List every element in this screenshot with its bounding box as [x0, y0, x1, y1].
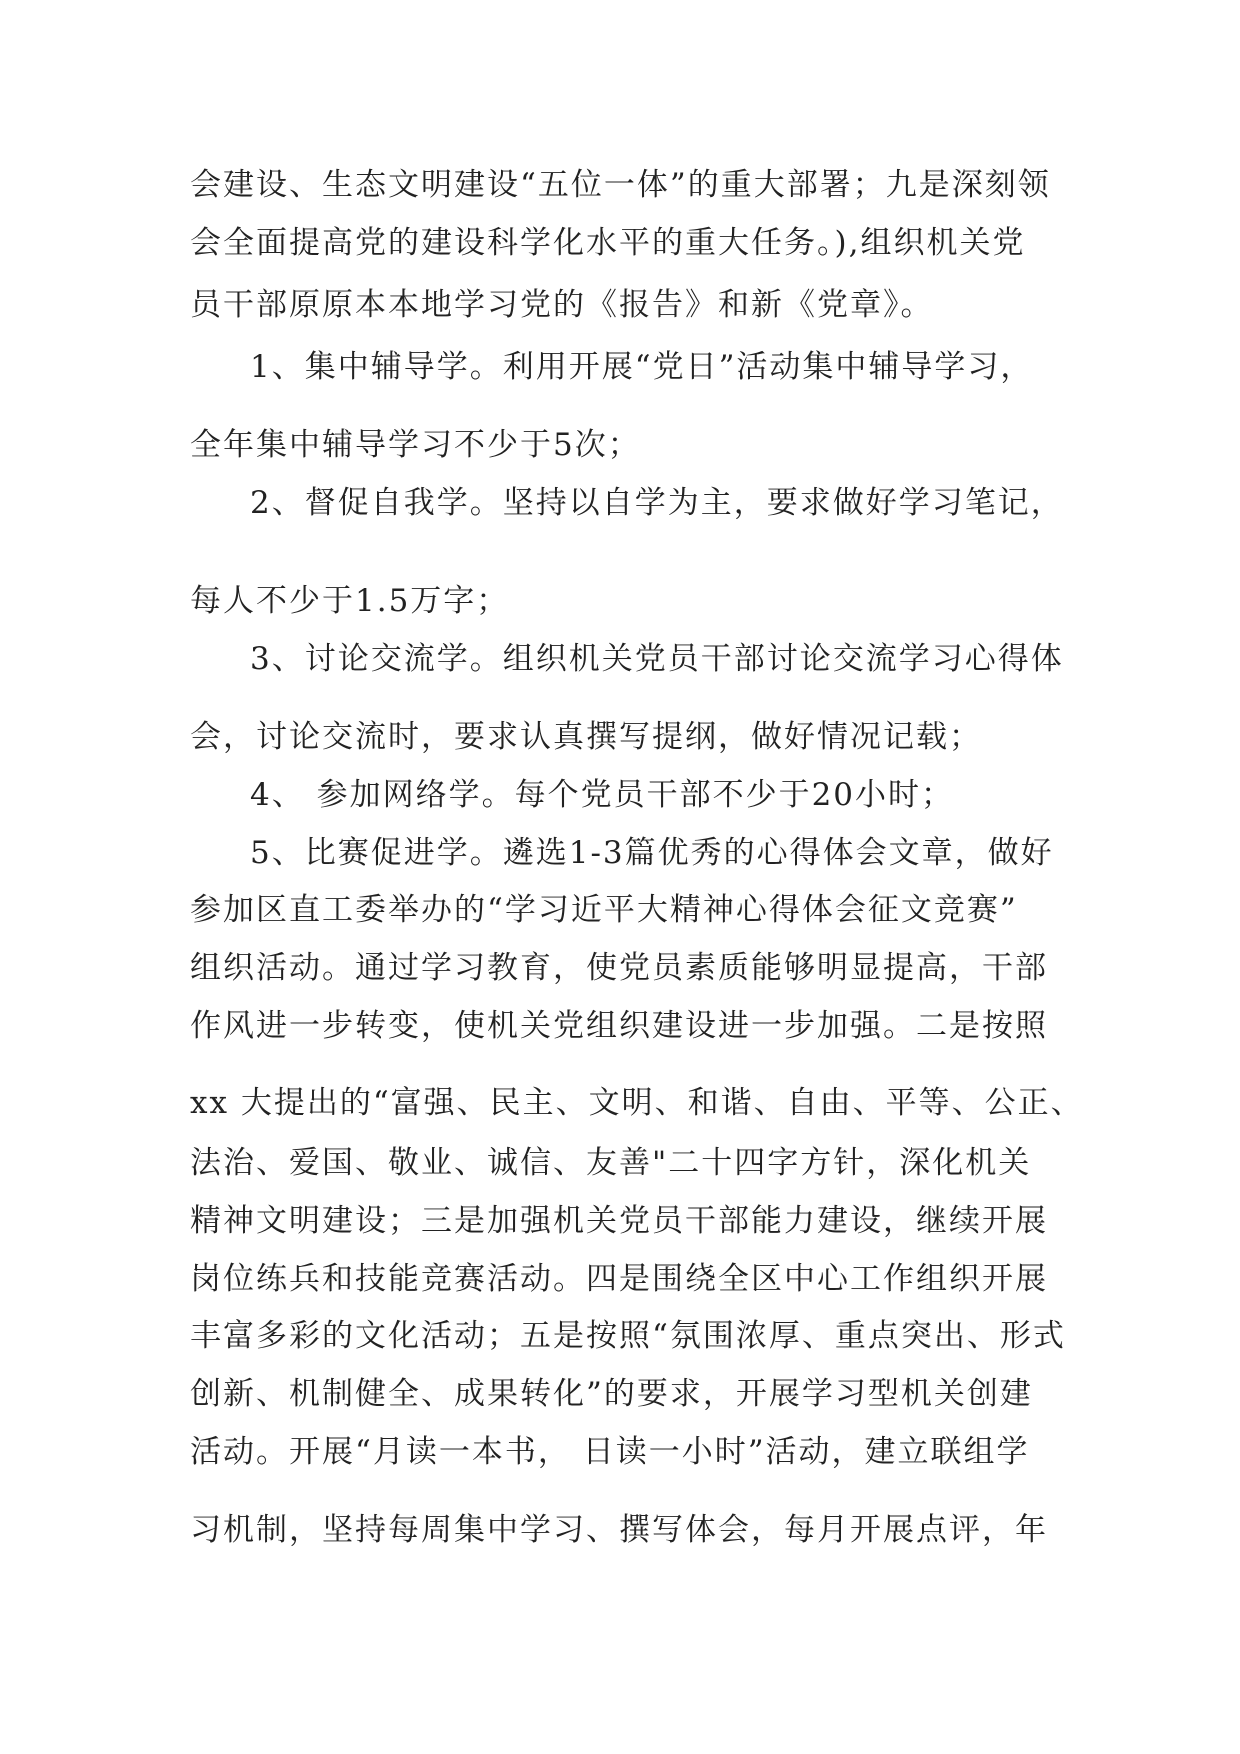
text-line-7: 每人不少于1.5万字； — [190, 583, 510, 619]
text-line-8: 3、讨论交流学。组织机关党员干部讨论交流学习心得体 — [250, 641, 1064, 677]
text-line-14: 作风进一步转变，使机关党组织建设进一步加强。二是按照 — [190, 1008, 1048, 1044]
text-line-9: 会，讨论交流时，要求认真撰写提纲，做好情况记载； — [190, 719, 982, 755]
text-line-17: 精神文明建设；三是加强机关党员干部能力建设，继续开展 — [190, 1203, 1048, 1239]
text-line-21: 活动。开展“月读一本书， 日读一小时”活动，建立联组学 — [190, 1434, 1030, 1470]
text-line-4: 1、集中辅导学。利用开展“党日”活动集中辅导学习， — [250, 349, 1034, 385]
text-line-5: 全年集中辅导学习不少于5次； — [190, 427, 641, 463]
text-line-3: 员干部原原本本地学习党的《报告》和新《党章》。 — [190, 287, 934, 323]
text-line-16: 法治、爱国、敬业、诚信、友善"二十四字方针，深化机关 — [190, 1145, 1032, 1181]
text-line-22: 习机制，坚持每周集中学习、撰写体会，每月开展点评，年 — [190, 1512, 1048, 1548]
text-line-11: 5、比赛促进学。遴选1-3篇优秀的心得体会文章，做好 — [250, 835, 1054, 871]
text-line-1: 会建设、生态文明建设“五位一体”的重大部署；九是深刻领 — [190, 167, 1051, 203]
text-line-10: 4、 参加网络学。每个党员干部不少于20小时； — [250, 777, 955, 813]
text-line-12: 参加区直工委举办的“学习近平大精神心得体会征文竞赛” — [190, 892, 1018, 928]
text-line-2: 会全面提高党的建设科学化水平的重大任务。),组织机关党 — [190, 225, 1026, 261]
text-line-13: 组织活动。通过学习教育，使党员素质能够明显提高，干部 — [190, 950, 1048, 986]
text-line-20: 创新、机制健全、成果转化”的要求，开展学习型机关创建 — [190, 1376, 1033, 1412]
text-line-18: 岗位练兵和技能竞赛活动。四是围绕全区中心工作组织开展 — [190, 1261, 1048, 1297]
text-line-15: xx 大提出的“富强、民主、文明、和谐、自由、平等、公正、 — [190, 1085, 1084, 1121]
text-line-19: 丰富多彩的文化活动；五是按照“氛围浓厚、重点突出、形式 — [190, 1318, 1066, 1354]
text-line-6: 2、督促自我学。坚持以自学为主，要求做好学习笔记， — [250, 485, 1064, 521]
